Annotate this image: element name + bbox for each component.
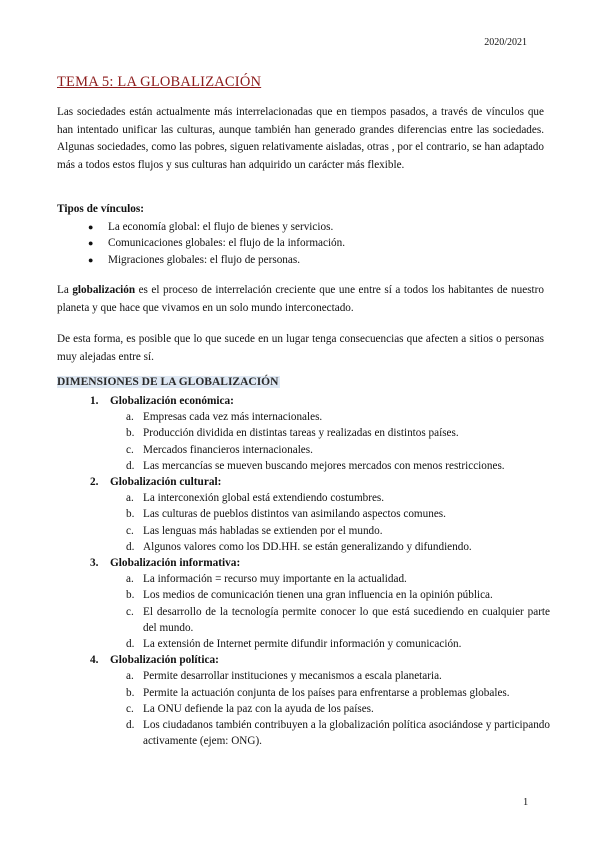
list-item bbox=[90, 604, 550, 636]
sub-text: Empresas cada vez más internacionales. bbox=[143, 411, 323, 424]
sub-letter: c. bbox=[126, 702, 134, 715]
bullet-icon: ● bbox=[88, 254, 94, 265]
sub-letter: c. bbox=[126, 605, 134, 618]
dimension-number: 2. bbox=[90, 476, 99, 489]
list-item-text: La economía global: el flujo de bienes y servicios. bbox=[108, 221, 334, 233]
sub-text: Los ciudadanos también contribuyen a la globalización política asociándose y participando activamente (ejem: ONG). bbox=[143, 719, 550, 748]
list-item bbox=[90, 701, 550, 717]
list-item bbox=[90, 571, 550, 587]
sub-text: La interconexión global está extendiendo costumbres. bbox=[143, 492, 385, 505]
list-item-text: Comunicaciones globales: el flujo de la información. bbox=[108, 237, 346, 250]
list-item bbox=[90, 409, 550, 425]
bullet-icon: ● bbox=[88, 222, 94, 232]
sub-letter: a. bbox=[126, 670, 134, 683]
sub-letter: b. bbox=[126, 508, 135, 521]
dimension-number: 3. bbox=[90, 557, 99, 570]
list-item bbox=[90, 523, 550, 539]
list-item bbox=[90, 636, 550, 652]
list-item bbox=[90, 668, 550, 684]
intro-paragraph: Las sociedades están actualmente más interrelacionadas que en tiempos pasados, a través de vínculos que han intentado unificar las culturas, aunque también han generado grandes diferencias entre las sociedades. Algunas sociedades, como las pobres, siguen relativamente aisladas, otras , por el contrario, se han adaptado más a todos estos flujos y sus culturas han adquirido un carácter más flexible. bbox=[57, 106, 544, 171]
sub-text: Mercados financieros internacionales. bbox=[143, 443, 313, 456]
list-item bbox=[90, 442, 550, 458]
page-title: TEMA 5: LA GLOBALIZACIÓN bbox=[57, 74, 262, 90]
dimension-sublist bbox=[90, 490, 550, 555]
dimension-item bbox=[90, 555, 550, 652]
list-item bbox=[90, 587, 550, 603]
types-list bbox=[88, 219, 345, 268]
dimensions-heading: DIMENSIONES DE LA GLOBALIZACIÓN bbox=[57, 376, 279, 388]
definition-pre: La bbox=[57, 284, 73, 296]
dimension-item bbox=[90, 393, 550, 474]
sub-letter: b. bbox=[126, 427, 135, 440]
sub-letter: b. bbox=[126, 589, 135, 602]
dimension-sublist bbox=[90, 409, 550, 474]
sub-text: Las lenguas más habladas se extienden por el mundo. bbox=[143, 524, 383, 537]
sub-letter: b. bbox=[126, 686, 135, 699]
list-item-text: Migraciones globales: el flujo de personas. bbox=[108, 253, 301, 266]
dimension-item bbox=[90, 474, 550, 555]
list-item bbox=[90, 425, 550, 441]
definition-post: es el proceso de interrelación creciente que une entre sí a todos los habitantes de nuestro planeta y que hace que vivamos en un solo mundo interconectado. bbox=[57, 284, 544, 314]
sub-letter: a. bbox=[126, 411, 134, 424]
list-item bbox=[90, 490, 550, 506]
dimension-number: 1. bbox=[90, 395, 99, 407]
sub-letter: a. bbox=[126, 492, 134, 505]
list-item bbox=[90, 685, 550, 701]
sub-text: Permite desarrollar instituciones y mecanismos a escala planetaria. bbox=[143, 670, 442, 683]
sub-text: El desarrollo de la tecnología permite conocer lo que está sucediendo en cualquier parte del mundo. bbox=[143, 605, 550, 634]
types-heading: Tipos de vínculos: bbox=[57, 203, 145, 215]
dimension-title: Globalización económica: bbox=[110, 395, 234, 407]
sub-text: La extensión de Internet permite difundir información y comunicación. bbox=[143, 638, 462, 651]
sub-text: La información = recurso muy importante en la actualidad. bbox=[143, 573, 407, 586]
dimensions-list bbox=[90, 393, 550, 749]
list-item bbox=[90, 506, 550, 522]
sub-text: Las culturas de pueblos distintos van asimilando aspectos comunes. bbox=[143, 508, 446, 521]
list-item bbox=[90, 458, 550, 474]
list-item bbox=[88, 252, 345, 268]
dimension-heading bbox=[90, 474, 550, 490]
sub-letter: d. bbox=[126, 540, 135, 553]
sub-text: Producción dividida en distintas tareas y realizadas en distintos países. bbox=[143, 427, 459, 440]
bullet-icon: ● bbox=[88, 238, 94, 249]
dimension-heading bbox=[90, 393, 550, 409]
sub-text: La ONU defiende la paz con la ayuda de los países. bbox=[143, 702, 374, 715]
consequence-paragraph: De esta forma, es posible que lo que sucede en un lugar tenga consecuencias que afecten a sitios o personas muy alejadas entre sí. bbox=[57, 333, 544, 363]
dimension-sublist bbox=[90, 668, 550, 749]
definition-paragraph bbox=[57, 282, 544, 317]
dimension-heading bbox=[90, 652, 550, 668]
sub-text: Los medios de comunicación tienen una gran influencia en la opinión pública. bbox=[143, 589, 493, 602]
sub-text: Permite la actuación conjunta de los países para enfrentarse a problemas globales. bbox=[143, 686, 510, 699]
list-item bbox=[90, 539, 550, 555]
dimension-number: 4. bbox=[90, 654, 99, 667]
sub-letter: d. bbox=[126, 459, 135, 472]
list-item bbox=[88, 219, 345, 235]
sub-letter: c. bbox=[126, 524, 134, 537]
list-item bbox=[88, 235, 345, 251]
list-item bbox=[90, 717, 550, 749]
sub-text: Las mercancías se mueven buscando mejores mercados con menos restricciones. bbox=[143, 459, 505, 472]
dimension-title: Globalización cultural: bbox=[110, 476, 222, 489]
dimension-sublist bbox=[90, 571, 550, 652]
dimension-heading bbox=[90, 555, 550, 571]
sub-letter: d. bbox=[126, 719, 135, 732]
sub-letter: c. bbox=[126, 443, 134, 456]
academic-year: 2020/2021 bbox=[484, 37, 527, 48]
dimension-title: Globalización informativa: bbox=[110, 557, 241, 570]
sub-letter: d. bbox=[126, 638, 135, 651]
dimension-item bbox=[90, 652, 550, 749]
dimension-title: Globalización política: bbox=[110, 654, 219, 667]
page-number: 1 bbox=[523, 797, 529, 808]
sub-text: Algunos valores como los DD.HH. se están generalizando y difundiendo. bbox=[143, 540, 472, 553]
sub-letter: a. bbox=[126, 573, 134, 586]
definition-term: globalización bbox=[72, 284, 136, 296]
